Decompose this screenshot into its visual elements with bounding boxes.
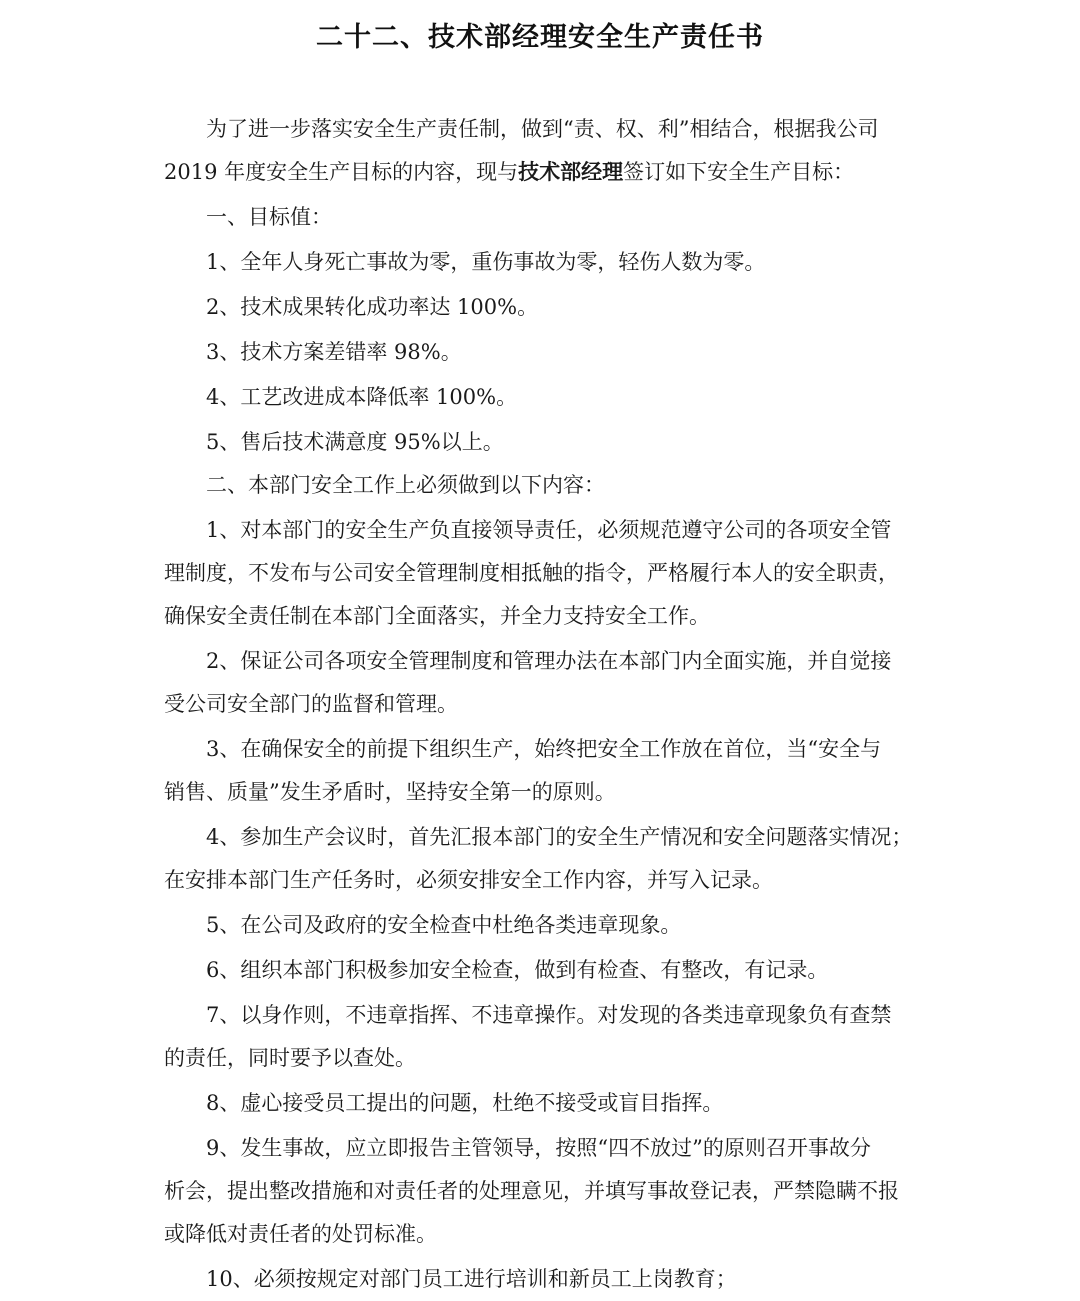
document-body [164, 108, 924, 1301]
duty-line: 10、必须按规定对部门员工进行培训和新员工上岗教育； [206, 1267, 737, 1291]
intro-line-1: 为了进一步落实安全生产责任制，做到“责、权、利”相结合，根据我公司 [206, 117, 879, 141]
duty-item [164, 816, 924, 902]
target-item: 5、售后技术满意度 95%以上。 [206, 430, 504, 454]
duty-item [164, 728, 924, 814]
duty-line: 受公司安全部门的监督和管理。 [164, 692, 458, 716]
duty-line: 理制度，不发布与公司安全管理制度相抵触的指令，严格履行本人的安全职责， [164, 561, 899, 585]
duty-line: 确保安全责任制在本部门全面落实，并全力支持安全工作。 [164, 604, 710, 628]
duty-line: 6、组织本部门积极参加安全检查，做到有检查、有整改，有记录。 [206, 958, 829, 982]
duty-line: 1、对本部门的安全生产负直接领导责任，必须规范遵守公司的各项安全管 [206, 518, 892, 542]
duty-line: 在安排本部门生产任务时，必须安排安全工作内容，并写入记录。 [164, 868, 773, 892]
duty-item [164, 994, 924, 1080]
target-item: 2、技术成果转化成功率达 100%。 [206, 295, 539, 319]
duty-item [164, 904, 924, 947]
target-item: 3、技术方案差错率 98%。 [206, 340, 462, 364]
duty-line: 2、保证公司各项安全管理制度和管理办法在本部门内全面实施，并自觉接 [206, 649, 892, 673]
target-item: 4、工艺改进成本降低率 100%。 [206, 385, 518, 409]
duties-list [164, 509, 924, 1301]
intro-paragraph [164, 108, 924, 194]
duty-line: 或降低对责任者的处罚标准。 [164, 1222, 437, 1246]
intro-line-2-bold: 技术部经理 [518, 160, 624, 184]
duty-item [164, 1258, 924, 1301]
intro-line-2-before: 2019 年度安全生产目标的内容，现与 [164, 160, 519, 184]
intro-line-2 [164, 151, 924, 194]
section-1-heading: 一、目标值： [206, 205, 332, 229]
duty-item [164, 949, 924, 992]
duty-line: 销售、质量”发生矛盾时，坚持安全第一的原则。 [164, 780, 616, 804]
duty-line: 4、参加生产会议时，首先汇报本部门的安全生产情况和安全问题落实情况； [206, 825, 913, 849]
duty-line: 3、在确保安全的前提下组织生产，始终把安全工作放在首位，当“安全与 [206, 737, 882, 761]
duty-item [164, 1082, 924, 1125]
section-2-heading: 二、本部门安全工作上必须做到以下内容： [206, 473, 605, 497]
duty-line: 的责任，同时要予以查处。 [164, 1046, 416, 1070]
duty-item [164, 509, 924, 638]
duty-item [164, 1127, 924, 1256]
duty-line: 8、虚心接受员工提出的问题，杜绝不接受或盲目指挥。 [206, 1091, 724, 1115]
document-title: 二十二、技术部经理安全生产责任书 [316, 22, 764, 53]
intro-line-2-after: 签订如下安全生产目标： [623, 160, 855, 184]
duty-line: 7、以身作则，不违章指挥、不违章操作。对发现的各类违章现象负有查禁 [206, 1003, 892, 1027]
duty-line: 9、发生事故，应立即报告主管领导，按照“四不放过”的原则召开事故分 [206, 1136, 871, 1160]
targets-list [164, 241, 924, 464]
target-item: 1、全年人身死亡事故为零，重伤事故为零，轻伤人数为零。 [206, 250, 766, 274]
duty-line: 析会，提出整改措施和对责任者的处理意见，并填写事故登记表，严禁隐瞒不报 [164, 1179, 899, 1203]
duty-line: 5、在公司及政府的安全检查中杜绝各类违章现象。 [206, 913, 682, 937]
duty-item [164, 640, 924, 726]
